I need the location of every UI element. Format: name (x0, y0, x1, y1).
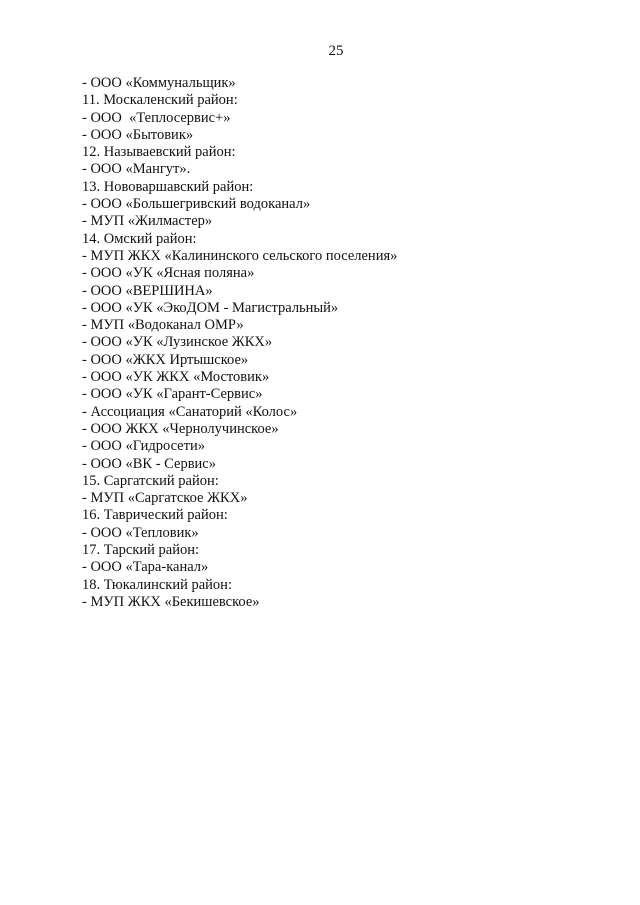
list-item: - МУП «Саргатское ЖКХ» (82, 490, 248, 507)
district-heading: 13. Нововаршавский район: (82, 178, 254, 195)
list-item: - ООО «Теплосервис+» (82, 109, 231, 126)
list-item: - Ассоциация «Санаторий «Колос» (82, 403, 298, 420)
list-item: - ООО «УК ЖКХ «Мостовик» (82, 369, 270, 386)
list-item: - ООО ЖКХ «Чернолучинское» (82, 420, 279, 437)
list-item: - МУП ЖКХ «Бекишевское» (82, 593, 260, 610)
list-item: - ООО «Бытовик» (82, 126, 194, 143)
district-heading: 16. Таврический район: (82, 507, 228, 524)
list-item: - ООО «Большегривский водоканал» (82, 196, 311, 213)
list-item: - ООО «Мангут». (82, 161, 191, 178)
list-item: - ООО «Тепловик» (82, 524, 199, 541)
district-heading: 18. Тюкалинский район: (82, 576, 232, 593)
list-item: - ООО «Коммунальщик» (82, 75, 236, 91)
list-item: - ООО «УК «Гарант-Сервис» (82, 386, 263, 403)
list-item: - ООО «ВЕРШИНА» (82, 282, 213, 299)
list-item: - ООО «УК «Ясная поляна» (82, 265, 255, 282)
document-body (82, 75, 602, 611)
list-item: - ООО «УК «Лузинское ЖКХ» (82, 334, 273, 351)
district-heading: 14. Омский район: (82, 230, 197, 247)
district-heading: 17. Тарский район: (82, 542, 200, 559)
district-heading: 12. Называевский район: (82, 144, 236, 161)
list-item: - ООО «Гидросети» (82, 438, 205, 455)
list-item: - ООО «ЖКХ Иртышское» (82, 351, 249, 368)
list-item: - МУП «Жилмастер» (82, 213, 213, 230)
page-number: 25 (328, 43, 344, 59)
district-heading: 11. Москаленский район: (82, 92, 238, 109)
list-item: - ООО «ВК - Сервис» (82, 455, 216, 472)
list-item: - МУП ЖКХ «Калининского сельского поселения» (82, 247, 398, 264)
list-item: - ООО «УК «ЭкоДОМ - Магистральный» (82, 299, 339, 316)
list-item: - ООО «Тара-канал» (82, 559, 209, 576)
district-heading: 15. Саргатский район: (82, 472, 219, 489)
list-item: - МУП «Водоканал ОМР» (82, 317, 244, 334)
